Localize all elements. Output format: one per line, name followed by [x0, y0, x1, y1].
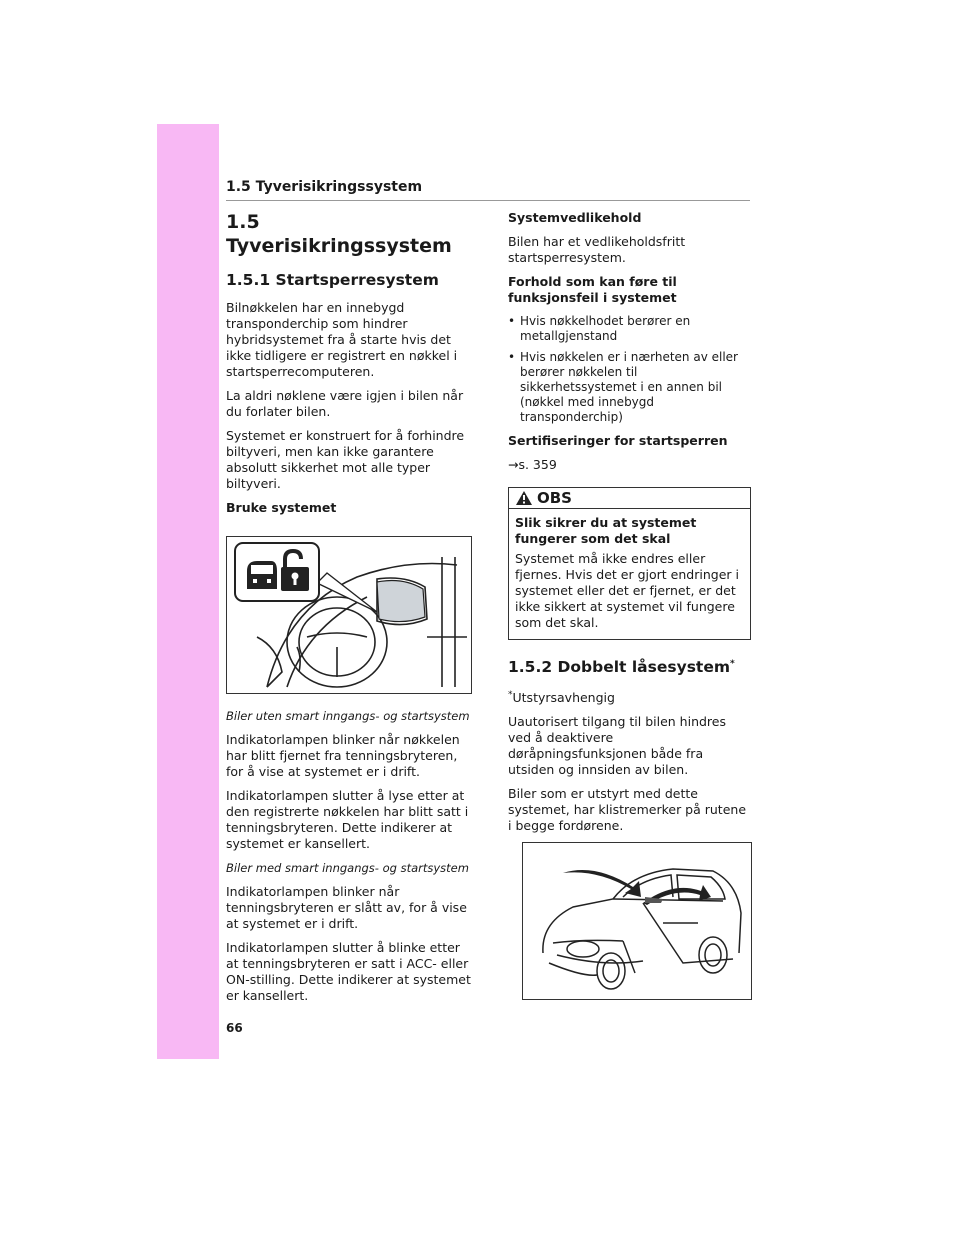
list-item: • Hvis nøkkelen er i nærheten av eller berører nøkkelen til sikkerhetssystemet i en annen bil (nøkkel med innebygd transponderchip): [508, 350, 738, 424]
paragraph: Systemet er konstruert for å forhindre biltyveri, men kan ikke garantere absolutt sikkerhet mot alle typer biltyveri.: [226, 428, 465, 491]
subsection-title: 1.5.2 Dobbelt låsesystem*: [508, 658, 735, 677]
paragraph: Biler som er utstyrt med dette systemet, har klistremerker på rutene i begge fordørene.: [508, 786, 747, 834]
footnote: *Utstyrsavhengig: [508, 690, 615, 706]
caption: Biler uten smart inngangs- og startsystem: [226, 709, 470, 723]
dashboard-drawing: [227, 537, 471, 693]
obs-header: [509, 488, 750, 509]
running-head: 1.5 Tyverisikringssystem: [226, 179, 423, 195]
paragraph: Bilen har et vedlikeholdsfritt startsperresystem.: [508, 234, 686, 265]
paragraph: La aldri nøklene være igjen i bilen når du forlater bilen.: [226, 388, 464, 419]
footnote-marker: *: [730, 659, 735, 669]
list-item: • Hvis nøkkelhodet berører en metallgjenstand: [508, 314, 691, 343]
left-column: [226, 210, 472, 1012]
paragraph: Bilnøkkelen har en innebygd transponderchip som hindrer hybridsystemet fra å starte hvis det ikke tidligere er registrert en nøkkel i startsperrecomputeren.: [226, 300, 458, 379]
paragraph: Indikatorlampen blinker når nøkkelen har blitt fjernet fra tenningsbryteren, for å vise at systemet er i drift.: [226, 732, 460, 779]
car-illustration: [522, 842, 752, 1000]
paragraph: Indikatorlampen slutter å lyse etter at den registrerte nøkkelen har blitt satt i tenningsbryteren. Dette indikerer at systemet er kansellert.: [226, 788, 469, 851]
subsection-title: 1.5.1 Startsperresystem: [226, 271, 439, 289]
chapter-sidebar-tab: [157, 124, 219, 1059]
section-title: 1.5 Tyverisikringssystem: [226, 211, 452, 257]
bullet-list: [508, 314, 751, 425]
header-rule: [226, 200, 750, 201]
bullet-icon: •: [508, 350, 516, 364]
bruke-heading: Bruke systemet: [226, 500, 337, 515]
paragraph: Indikatorlampen slutter å blinke etter at tenningsbryteren er satt i ACC- eller ON-stilling. Dette indikerer at systemet er kansellert.: [226, 940, 471, 1003]
car-drawing: [523, 843, 751, 999]
warning-icon: [515, 490, 533, 506]
page-number: 66: [226, 1021, 243, 1035]
paragraph: Uautorisert tilgang til bilen hindres ved å deaktivere døråpningsfunksjonen både fra utsiden og innsiden av bilen.: [508, 714, 726, 778]
caption: Biler med smart inngangs- og startsystem: [226, 861, 469, 875]
bullet-icon: •: [508, 314, 516, 328]
obs-body: [509, 509, 750, 639]
vedlikehold-heading: Systemvedlikehold: [508, 210, 642, 225]
forhold-heading: Forhold som kan føre til funksjonsfeil i systemet: [508, 274, 677, 305]
obs-text: Systemet må ikke endres eller fjernes. Hvis det er gjort endringer i systemet eller det er fjernet, er det ikke sikkert at systemet vil fungere som det skal.: [515, 551, 739, 630]
paragraph: Indikatorlampen blinker når tenningsbryteren er slått av, for å vise at systemet er i drift.: [226, 884, 467, 931]
obs-notice-box: [508, 487, 751, 640]
page-reference-link[interactable]: →s. 359: [508, 457, 557, 472]
right-column: [508, 210, 751, 1000]
dashboard-illustration: [226, 536, 472, 694]
obs-label: OBS: [537, 489, 572, 507]
sertifisering-heading: Sertifiseringer for startsperren: [508, 433, 728, 448]
obs-title: Slik sikrer du at systemet fungerer som det skal: [515, 515, 697, 546]
